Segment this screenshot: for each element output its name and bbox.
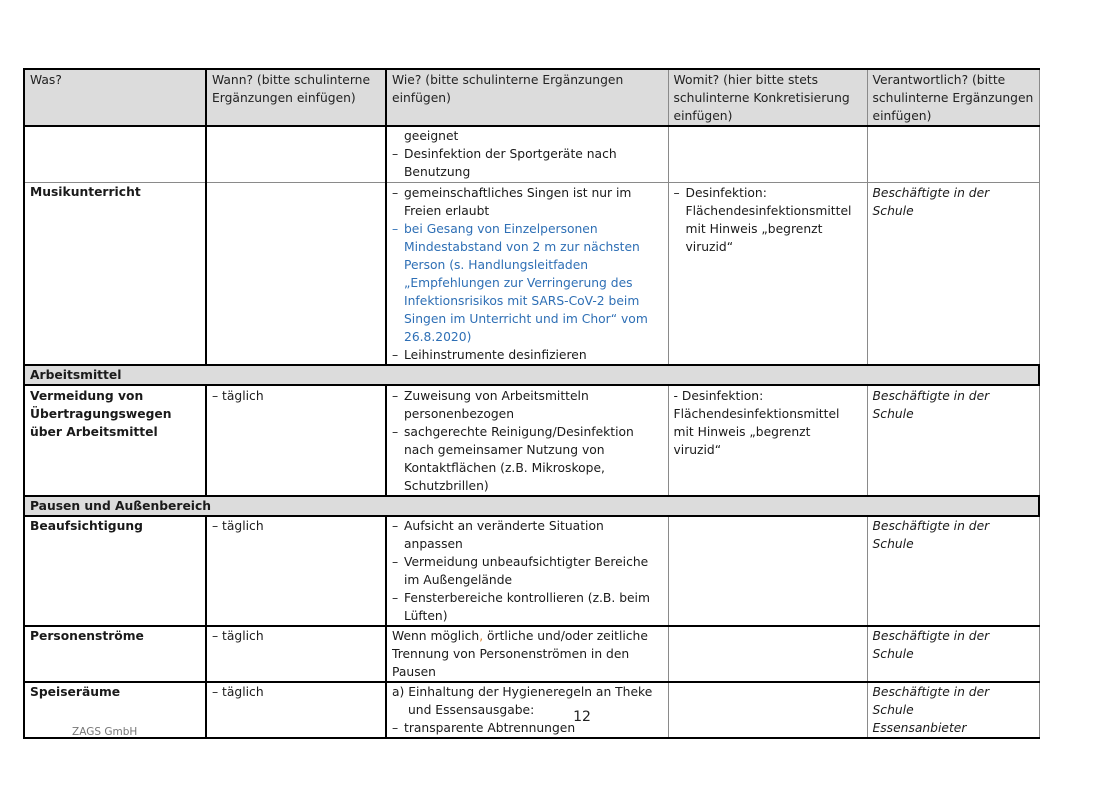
footer-company: ZAGS GmbH — [72, 726, 138, 738]
list-item: – Leihinstrumente desinfizieren — [392, 346, 663, 364]
responsible-cell: Beschäftigte in der Schule Essensanbieter — [867, 682, 1039, 738]
list-item: – sachgerechte Reinigung/Desinfektion nach gemeinsamer Nutzung von Kontaktflächen (z.B. Mikroskope, Schutzbrillen) — [392, 423, 663, 495]
table-row — [24, 126, 1039, 182]
row-label-beaufsichtigung: Beaufsichtigung — [24, 516, 206, 626]
list-item: – Fensterbereiche kontrollieren (z.B. beim Lüften) — [392, 589, 663, 625]
list-item: – Desinfektion der Sportgeräte nach Benutzung — [392, 145, 663, 181]
list-item: – Zuweisung von Arbeitsmitteln personenbezogen — [392, 387, 663, 423]
table-row: Personenströme – täglich Wenn möglich, örtliche und/oder zeitliche Trennung von Personenströmen in den Pausen Beschäftigte in der Schule — [24, 626, 1039, 682]
responsible-cell: Beschäftigte in der Schule — [867, 626, 1039, 682]
table-row — [24, 516, 1039, 626]
header-wann: Wann? (bitte schulinterne Ergänzungen einfügen) — [206, 69, 386, 126]
header-verantwortlich: Verantwortlich? (bitte schulinterne Ergänzungen einfügen) — [867, 69, 1039, 126]
when-cell: – täglich — [206, 682, 386, 738]
list-item: geeignet — [404, 129, 459, 143]
table-row: Speiseräume – täglich a) Einhaltung der Hygieneregeln an Theke und Essensausgabe: – transparente Abtrennungen Beschäftigte in der Schule Essensanbieter — [24, 682, 1039, 738]
list-item: – gemeinschaftliches Singen ist nur im Freien erlaubt — [392, 184, 663, 220]
row-label-musikunterricht: Musikunterricht — [24, 182, 206, 365]
row-label-arbeitsmittel: Vermeidung von Übertragungswegen über Arbeitsmittel — [24, 385, 206, 496]
with-cell: - Desinfektion: Flächendesinfektionsmittel mit Hinweis „begrenzt viruzid“ — [668, 385, 867, 496]
hygiene-table — [23, 68, 1040, 739]
when-cell: – täglich — [206, 516, 386, 626]
table-row — [24, 385, 1039, 496]
page-number: 12 — [573, 709, 591, 725]
table-row — [24, 182, 1039, 365]
row-label-personenstroeme: Personenströme — [24, 626, 206, 682]
section-header-arbeitsmittel: Arbeitsmittel — [24, 365, 1039, 385]
header-womit: Womit? (hier bitte stets schulinterne Konkretisierung einfügen) — [668, 69, 867, 126]
list-item: – transparente Abtrennungen — [392, 719, 663, 737]
responsible-cell: Beschäftigte in der Schule — [867, 516, 1039, 626]
responsible-cell: Beschäftigte in der Schule — [867, 385, 1039, 496]
row-label-speiseraeume: Speiseräume — [24, 682, 206, 738]
when-cell: – täglich — [206, 385, 386, 496]
section-header-pausen: Pausen und Außenbereich — [24, 496, 1039, 516]
header-was: Was? — [24, 69, 206, 126]
list-item: – bei Gesang von Einzelpersonen Mindestabstand von 2 m zur nächsten Person (s. Handlungsleitfaden „Empfehlungen zur Verringerung des Infektionsrisikos mit SARS-CoV-2 beim Singen im Unterricht und im Chor“ vom 26.8.2020) — [392, 220, 663, 346]
list-item: – Vermeidung unbeaufsichtigter Bereiche im Außengelände — [392, 553, 663, 589]
list-item: – Desinfektion: Flächendesinfektionsmittel mit Hinweis „begrenzt viruzid“ — [674, 184, 862, 256]
table-header-row — [24, 69, 1039, 126]
header-wie: Wie? (bitte schulinterne Ergänzungen einfügen) — [386, 69, 668, 126]
list-item: – Aufsicht an veränderte Situation anpassen — [392, 517, 663, 553]
responsible-cell: Beschäftigte in der Schule — [867, 182, 1039, 365]
when-cell: – täglich — [206, 626, 386, 682]
